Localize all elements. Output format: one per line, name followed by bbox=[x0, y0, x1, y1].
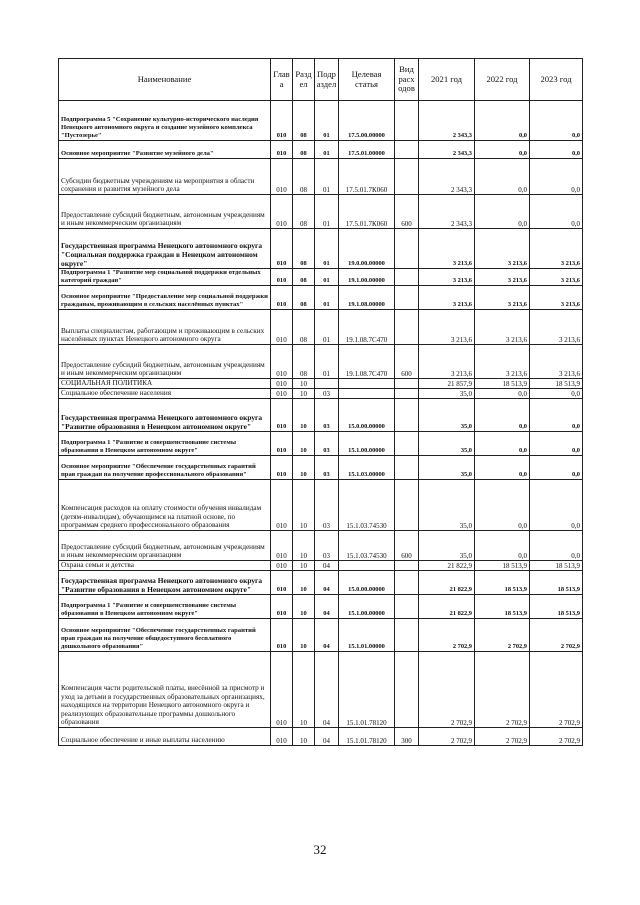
table-header-row bbox=[59, 59, 583, 101]
cell-name: Основное мероприятие "Предоставление мер социальной поддержки гражданам, проживающим в сельских населённых пунктах" bbox=[59, 286, 271, 310]
cell-y2022: 18 513,9 bbox=[475, 595, 530, 619]
table-row bbox=[59, 141, 583, 159]
cell-name: Основное мероприятие "Развитие музейного дела" bbox=[59, 141, 271, 159]
cell-vid bbox=[395, 399, 419, 432]
cell-podrazdel: 04 bbox=[315, 728, 339, 746]
cell-vid bbox=[395, 456, 419, 480]
cell-y2023: 0,0 bbox=[530, 141, 583, 159]
cell-target: 17.5.00.00000 bbox=[339, 101, 395, 141]
cell-razdel: 10 bbox=[293, 456, 315, 480]
cell-glava: 010 bbox=[271, 432, 293, 456]
cell-target: 17.5.01.7К060 bbox=[339, 195, 395, 229]
cell-name: Подпрограмма 1 "Развитие и совершенствование системы образования в Ненецком автономном округе" bbox=[59, 595, 271, 619]
table-row bbox=[59, 561, 583, 571]
cell-y2022: 0,0 bbox=[475, 141, 530, 159]
cell-y2021: 2 343,3 bbox=[419, 101, 475, 141]
cell-y2023: 3 213,6 bbox=[530, 286, 583, 310]
cell-target: 17.5.01.7К060 bbox=[339, 159, 395, 195]
cell-razdel: 08 bbox=[293, 101, 315, 141]
cell-glava: 010 bbox=[271, 159, 293, 195]
cell-target: 15.1.01.78120 bbox=[339, 728, 395, 746]
cell-vid bbox=[395, 310, 419, 345]
cell-y2023: 18 513,9 bbox=[530, 379, 583, 389]
cell-name: Компенсация части родительской платы, внесённой за присмотр и уход за детьми в государственных образовательных организациях, находящихся на территории Ненецкого автономного округа и реализующих образовательные программы дошкольного образования bbox=[59, 652, 271, 728]
cell-name: Подпрограмма 1 "Развитие мер социальной поддержки отдельных категорий граждан" bbox=[59, 269, 271, 286]
cell-y2023: 0,0 bbox=[530, 456, 583, 480]
cell-target: 15.1.01.00000 bbox=[339, 619, 395, 652]
cell-name: Охрана семьи и детства bbox=[59, 561, 271, 571]
cell-podrazdel: 01 bbox=[315, 195, 339, 229]
cell-razdel: 10 bbox=[293, 480, 315, 531]
cell-y2023: 0,0 bbox=[530, 159, 583, 195]
cell-name: Подпрограмма 1 "Развитие и совершенствование системы образования в Ненецком автономном округе" bbox=[59, 432, 271, 456]
header-name: Наименование bbox=[59, 59, 271, 101]
cell-y2021: 2 702,9 bbox=[419, 652, 475, 728]
cell-name: Основное мероприятие "Обеспечение государственных гарантий прав граждан на получение общедоступного бесплатного дошкольного образования" bbox=[59, 619, 271, 652]
cell-podrazdel: 01 bbox=[315, 101, 339, 141]
cell-target: 19.1.08.7С470 bbox=[339, 345, 395, 379]
cell-y2023: 3 213,6 bbox=[530, 345, 583, 379]
table-row bbox=[59, 652, 583, 728]
cell-y2023: 18 513,9 bbox=[530, 561, 583, 571]
cell-target: 15.1.03.74530 bbox=[339, 531, 395, 561]
cell-target: 15.1.01.78120 bbox=[339, 652, 395, 728]
cell-glava: 010 bbox=[271, 141, 293, 159]
cell-razdel: 10 bbox=[293, 728, 315, 746]
cell-vid bbox=[395, 389, 419, 399]
cell-glava: 010 bbox=[271, 389, 293, 399]
cell-glava: 010 bbox=[271, 399, 293, 432]
cell-glava: 010 bbox=[271, 101, 293, 141]
cell-y2023: 0,0 bbox=[530, 480, 583, 531]
cell-vid bbox=[395, 269, 419, 286]
cell-podrazdel: 04 bbox=[315, 595, 339, 619]
cell-podrazdel: 01 bbox=[315, 229, 339, 269]
header-razdel: Раздел bbox=[293, 59, 315, 101]
cell-podrazdel: 01 bbox=[315, 286, 339, 310]
cell-name: СОЦИАЛЬНАЯ ПОЛИТИКА bbox=[59, 379, 271, 389]
header-2023: 2023 год bbox=[530, 59, 583, 101]
cell-target: 19.0.00.00000 bbox=[339, 229, 395, 269]
cell-glava: 010 bbox=[271, 195, 293, 229]
cell-razdel: 10 bbox=[293, 531, 315, 561]
cell-name: Социальное обеспечение и иные выплаты населению bbox=[59, 728, 271, 746]
cell-razdel: 10 bbox=[293, 619, 315, 652]
cell-y2023: 0,0 bbox=[530, 389, 583, 399]
cell-target: 15.0.00.00000 bbox=[339, 399, 395, 432]
cell-vid: 300 bbox=[395, 728, 419, 746]
cell-podrazdel: 04 bbox=[315, 652, 339, 728]
cell-y2022: 3 213,6 bbox=[475, 345, 530, 379]
cell-vid bbox=[395, 432, 419, 456]
cell-y2022: 2 702,9 bbox=[475, 619, 530, 652]
table-row bbox=[59, 619, 583, 652]
cell-vid bbox=[395, 159, 419, 195]
header-target: Целевая статья bbox=[339, 59, 395, 101]
cell-razdel: 08 bbox=[293, 310, 315, 345]
table-row bbox=[59, 480, 583, 531]
cell-y2022: 3 213,6 bbox=[475, 229, 530, 269]
cell-podrazdel: 01 bbox=[315, 269, 339, 286]
cell-podrazdel: 04 bbox=[315, 619, 339, 652]
cell-target bbox=[339, 379, 395, 389]
table-row bbox=[59, 432, 583, 456]
table-row bbox=[59, 399, 583, 432]
cell-vid bbox=[395, 561, 419, 571]
cell-glava: 010 bbox=[271, 229, 293, 269]
header-podrazdel: Подр аздел bbox=[315, 59, 339, 101]
cell-target: 15.0.00.00000 bbox=[339, 571, 395, 595]
cell-vid bbox=[395, 595, 419, 619]
table-row bbox=[59, 229, 583, 269]
cell-target: 15.1.00.00000 bbox=[339, 595, 395, 619]
cell-y2023: 18 513,9 bbox=[530, 595, 583, 619]
cell-vid: 600 bbox=[395, 195, 419, 229]
table-row bbox=[59, 269, 583, 286]
cell-y2021: 2 343,3 bbox=[419, 195, 475, 229]
cell-y2021: 3 213,6 bbox=[419, 286, 475, 310]
cell-razdel: 10 bbox=[293, 571, 315, 595]
cell-name: Предоставление субсидий бюджетным, автономным учреждениям и иным некоммерческим организациям bbox=[59, 345, 271, 379]
cell-y2021: 3 213,6 bbox=[419, 310, 475, 345]
cell-y2023: 3 213,6 bbox=[530, 310, 583, 345]
cell-y2022: 0,0 bbox=[475, 389, 530, 399]
cell-y2021: 21 822,9 bbox=[419, 561, 475, 571]
cell-y2023: 0,0 bbox=[530, 399, 583, 432]
cell-podrazdel: 03 bbox=[315, 531, 339, 561]
cell-razdel: 10 bbox=[293, 432, 315, 456]
cell-target: 15.1.03.74530 bbox=[339, 480, 395, 531]
cell-name: Подпрограмма 5 "Сохранение культурно-исторического наследия Ненецкого автономного округа и создание музейного комплекса "Пустозерье" bbox=[59, 101, 271, 141]
cell-y2021: 2 343,3 bbox=[419, 159, 475, 195]
cell-glava: 010 bbox=[271, 269, 293, 286]
cell-glava: 010 bbox=[271, 379, 293, 389]
cell-name: Государственная программа Ненецкого автономного округа "Развитие образования в Ненецком автономном округе" bbox=[59, 571, 271, 595]
cell-glava: 010 bbox=[271, 619, 293, 652]
cell-podrazdel: 03 bbox=[315, 432, 339, 456]
cell-y2023: 18 513,9 bbox=[530, 571, 583, 595]
table-row bbox=[59, 379, 583, 389]
cell-y2021: 35,0 bbox=[419, 456, 475, 480]
cell-podrazdel: 03 bbox=[315, 389, 339, 399]
cell-glava: 010 bbox=[271, 456, 293, 480]
cell-target: 15.1.03.00000 bbox=[339, 456, 395, 480]
cell-target bbox=[339, 561, 395, 571]
cell-y2023: 0,0 bbox=[530, 195, 583, 229]
cell-glava: 010 bbox=[271, 286, 293, 310]
table-row bbox=[59, 345, 583, 379]
table-row bbox=[59, 389, 583, 399]
cell-glava: 010 bbox=[271, 595, 293, 619]
table-row bbox=[59, 456, 583, 480]
cell-y2021: 35,0 bbox=[419, 399, 475, 432]
cell-target: 19.1.08.00000 bbox=[339, 286, 395, 310]
cell-razdel: 10 bbox=[293, 399, 315, 432]
table-row bbox=[59, 159, 583, 195]
cell-y2022: 0,0 bbox=[475, 531, 530, 561]
cell-podrazdel: 01 bbox=[315, 345, 339, 379]
cell-y2021: 2 343,3 bbox=[419, 141, 475, 159]
table-row bbox=[59, 286, 583, 310]
cell-podrazdel: 01 bbox=[315, 159, 339, 195]
cell-y2021: 2 702,9 bbox=[419, 619, 475, 652]
cell-vid bbox=[395, 619, 419, 652]
cell-y2022: 0,0 bbox=[475, 159, 530, 195]
cell-y2021: 21 822,9 bbox=[419, 571, 475, 595]
cell-glava: 010 bbox=[271, 571, 293, 595]
cell-y2021: 3 213,6 bbox=[419, 229, 475, 269]
cell-podrazdel: 04 bbox=[315, 571, 339, 595]
cell-name: Выплаты специалистам, работающим и проживающим в сельских населённых пунктах Ненецкого автономного округа bbox=[59, 310, 271, 345]
cell-y2022: 2 702,9 bbox=[475, 652, 530, 728]
cell-podrazdel: 01 bbox=[315, 141, 339, 159]
table-row bbox=[59, 595, 583, 619]
cell-glava: 010 bbox=[271, 652, 293, 728]
table-body bbox=[59, 101, 583, 746]
cell-podrazdel: 01 bbox=[315, 310, 339, 345]
cell-target: 19.1.00.00000 bbox=[339, 269, 395, 286]
cell-vid bbox=[395, 480, 419, 531]
cell-y2022: 3 213,6 bbox=[475, 286, 530, 310]
cell-razdel: 10 bbox=[293, 652, 315, 728]
cell-y2023: 0,0 bbox=[530, 531, 583, 561]
cell-y2022: 18 513,9 bbox=[475, 561, 530, 571]
cell-y2023: 0,0 bbox=[530, 101, 583, 141]
cell-y2021: 21 822,9 bbox=[419, 595, 475, 619]
page-number: 32 bbox=[313, 842, 327, 857]
cell-y2021: 2 702,9 bbox=[419, 728, 475, 746]
cell-y2023: 3 213,6 bbox=[530, 269, 583, 286]
cell-glava: 010 bbox=[271, 728, 293, 746]
cell-name: Социальное обеспечение населения bbox=[59, 389, 271, 399]
cell-glava: 010 bbox=[271, 561, 293, 571]
cell-y2023: 2 702,9 bbox=[530, 728, 583, 746]
cell-y2022: 18 513,9 bbox=[475, 379, 530, 389]
cell-vid bbox=[395, 571, 419, 595]
cell-target bbox=[339, 389, 395, 399]
cell-razdel: 08 bbox=[293, 159, 315, 195]
cell-glava: 010 bbox=[271, 531, 293, 561]
cell-razdel: 08 bbox=[293, 141, 315, 159]
table-row bbox=[59, 310, 583, 345]
cell-razdel: 10 bbox=[293, 389, 315, 399]
cell-vid bbox=[395, 652, 419, 728]
cell-y2023: 3 213,6 bbox=[530, 229, 583, 269]
cell-razdel: 08 bbox=[293, 286, 315, 310]
cell-glava: 010 bbox=[271, 310, 293, 345]
cell-podrazdel bbox=[315, 379, 339, 389]
cell-name: Предоставление субсидий бюджетным, автономным учреждениям и иным некоммерческим организациям bbox=[59, 195, 271, 229]
cell-name: Предоставление субсидий бюджетным, автономным учреждениям и иным некоммерческим организациям bbox=[59, 531, 271, 561]
cell-y2022: 3 213,6 bbox=[475, 269, 530, 286]
cell-name: Субсидии бюджетным учреждениям на мероприятия в области сохранения и развития музейного дела bbox=[59, 159, 271, 195]
cell-y2021: 3 213,6 bbox=[419, 269, 475, 286]
cell-name: Основное мероприятие "Обеспечение государственных гарантий прав граждан на получение профессионального образования" bbox=[59, 456, 271, 480]
cell-vid: 600 bbox=[395, 345, 419, 379]
cell-y2022: 0,0 bbox=[475, 195, 530, 229]
table-row bbox=[59, 531, 583, 561]
table-row bbox=[59, 101, 583, 141]
cell-y2021: 3 213,6 bbox=[419, 345, 475, 379]
cell-y2022: 0,0 bbox=[475, 432, 530, 456]
cell-target: 19.1.08.7С470 bbox=[339, 310, 395, 345]
cell-name: Государственная программа Ненецкого автономного округа "Социальная поддержка граждан в Ненецком автономном округе" bbox=[59, 229, 271, 269]
cell-podrazdel: 03 bbox=[315, 480, 339, 531]
header-2021: 2021 год bbox=[419, 59, 475, 101]
cell-razdel: 10 bbox=[293, 595, 315, 619]
cell-y2022: 0,0 bbox=[475, 480, 530, 531]
cell-y2021: 21 857,9 bbox=[419, 379, 475, 389]
cell-y2021: 35,0 bbox=[419, 432, 475, 456]
cell-razdel: 08 bbox=[293, 195, 315, 229]
header-2022: 2022 год bbox=[475, 59, 530, 101]
cell-y2021: 35,0 bbox=[419, 389, 475, 399]
cell-y2023: 2 702,9 bbox=[530, 652, 583, 728]
table-row bbox=[59, 571, 583, 595]
cell-vid: 600 bbox=[395, 531, 419, 561]
cell-razdel: 10 bbox=[293, 561, 315, 571]
cell-vid bbox=[395, 101, 419, 141]
cell-target: 15.1.00.00000 bbox=[339, 432, 395, 456]
cell-y2021: 35,0 bbox=[419, 531, 475, 561]
cell-vid bbox=[395, 229, 419, 269]
cell-vid bbox=[395, 141, 419, 159]
cell-y2023: 0,0 bbox=[530, 432, 583, 456]
cell-name: Компенсация расходов на оплату стоимости обучения инвалидам (детям-инвалидам), обучающимся на платной основе, по программам среднего профессионального образования bbox=[59, 480, 271, 531]
cell-razdel: 10 bbox=[293, 379, 315, 389]
cell-y2022: 2 702,9 bbox=[475, 728, 530, 746]
cell-name: Государственная программа Ненецкого автономного округа "Развитие образования в Ненецком автономном округе" bbox=[59, 399, 271, 432]
budget-table bbox=[58, 58, 583, 746]
cell-y2022: 0,0 bbox=[475, 456, 530, 480]
cell-y2023: 2 702,9 bbox=[530, 619, 583, 652]
cell-podrazdel: 03 bbox=[315, 399, 339, 432]
table-row bbox=[59, 195, 583, 229]
cell-y2022: 18 513,9 bbox=[475, 571, 530, 595]
cell-y2021: 35,0 bbox=[419, 480, 475, 531]
cell-y2022: 3 213,6 bbox=[475, 310, 530, 345]
cell-podrazdel: 03 bbox=[315, 456, 339, 480]
cell-vid bbox=[395, 379, 419, 389]
cell-razdel: 08 bbox=[293, 269, 315, 286]
header-glava: Глав а bbox=[271, 59, 293, 101]
table-row bbox=[59, 728, 583, 746]
cell-target: 17.5.01.00000 bbox=[339, 141, 395, 159]
cell-y2022: 0,0 bbox=[475, 101, 530, 141]
cell-glava: 010 bbox=[271, 345, 293, 379]
cell-y2022: 0,0 bbox=[475, 399, 530, 432]
header-vid: Вид расх одов bbox=[395, 59, 419, 101]
cell-vid bbox=[395, 286, 419, 310]
cell-podrazdel: 04 bbox=[315, 561, 339, 571]
cell-razdel: 08 bbox=[293, 345, 315, 379]
cell-razdel: 08 bbox=[293, 229, 315, 269]
cell-glava: 010 bbox=[271, 480, 293, 531]
